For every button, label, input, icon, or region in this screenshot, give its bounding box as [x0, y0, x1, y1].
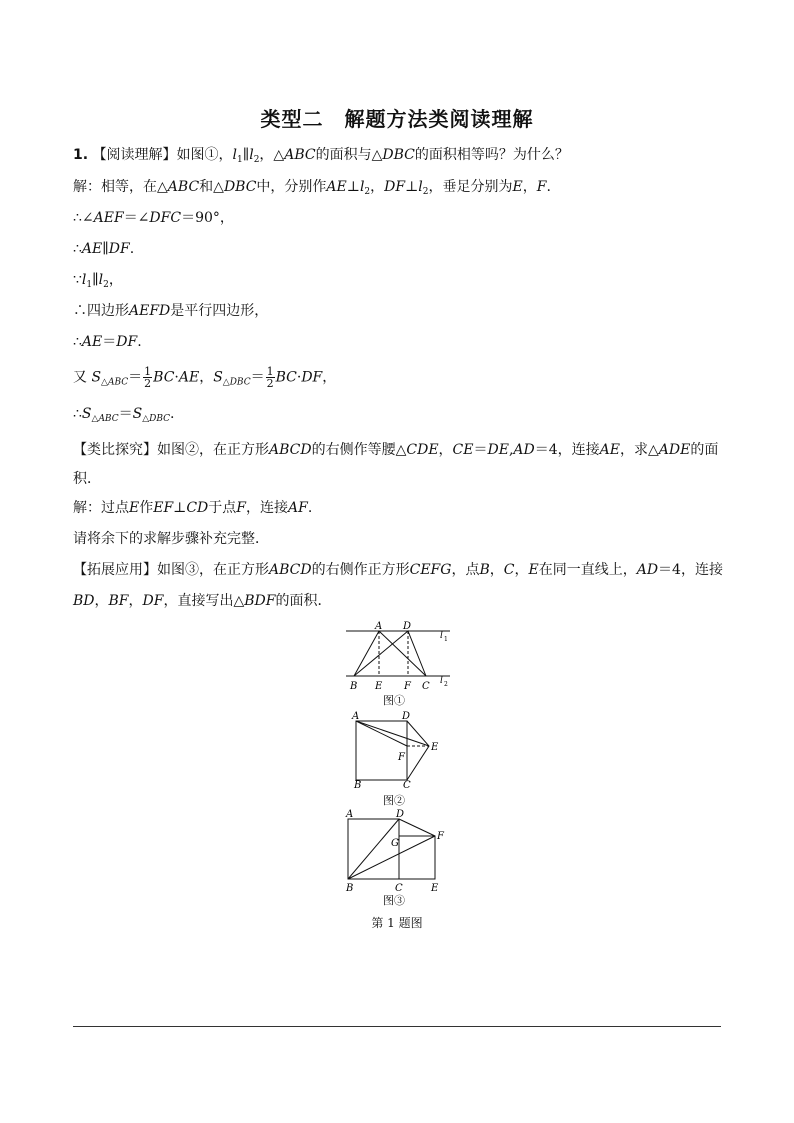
figure-1 — [340, 618, 460, 710]
figure-3 — [340, 806, 450, 906]
fig1-label-F: F — [404, 681, 411, 692]
part3-statement-line2: BD，BF，DF，直接写出△BDF的面积． — [73, 593, 332, 609]
svg-text:2: 2 — [444, 681, 448, 688]
fig3-caption: 图③ — [383, 894, 405, 906]
solution-line-1: 解：相等，在△ABC和△DBC中，分别作$AE\perp l_2$，$DF\perp l_2$，垂足分别为E，F. — [73, 179, 551, 197]
problem-number: 1. — [73, 147, 89, 163]
part2-solution-2: 请将余下的求解步骤补充完整． — [73, 531, 269, 547]
svg-text:l: l — [440, 631, 443, 641]
fig2-label-A: A — [352, 711, 360, 722]
problem-statement: 1. 【阅读理解】如图①，$l_1\parallel l_2$，△ABC的面积与△DBC的面积相等吗？为什么？ — [73, 147, 569, 165]
part2-solution-1: 解：过点E作EF⊥CD于点F，连接AF. — [73, 500, 313, 516]
fig3-label-F: F — [437, 831, 444, 842]
part3-tag: 【拓展应用】 — [73, 562, 157, 578]
part1-tag: 【阅读理解】 — [92, 147, 177, 163]
part2-statement: 【类比探究】如图②，在正方形ABCD的右侧作等腰△CDE，CE＝DE,AD＝4，连接AE，求△ADE的面积． — [73, 442, 719, 487]
fig2-caption: 图② — [383, 794, 405, 806]
figure-overall-caption: 第 1 题图 — [371, 916, 423, 930]
fig3-label-B: B — [346, 883, 354, 894]
fig1-label-D: D — [403, 621, 412, 632]
solution-line-5: ∴四边形AEFD是平行四边形， — [73, 303, 269, 319]
fig1-caption: 图① — [383, 694, 405, 707]
solution-line-4: $\because l_1\parallel l_2$， — [73, 272, 123, 290]
fig2-label-B: B — [354, 780, 362, 791]
fig3-label-A: A — [346, 809, 354, 820]
fig1-label-A: A — [375, 621, 383, 632]
figure-2 — [345, 708, 445, 806]
svg-text:1: 1 — [444, 636, 448, 643]
footer-rule — [73, 1026, 721, 1027]
fig1-label-C: C — [422, 681, 430, 692]
solution-line-6: ∴AE＝DF. — [73, 334, 142, 350]
fig2-label-D: D — [402, 711, 411, 722]
solution-line-8: $\therefore S_{\triangle ABC}=S_{\triangle DBC}$. — [73, 406, 175, 424]
fig2-label-F: F — [398, 752, 405, 763]
solution-line-3: ∴AE∥DF. — [73, 241, 135, 257]
fig1-label-B: B — [350, 681, 358, 692]
svg-text:l: l — [440, 676, 443, 686]
part2-tag: 【类比探究】 — [73, 442, 157, 458]
fig2-label-E: E — [431, 742, 439, 753]
page-title: 类型二 解题方法类阅读理解 — [260, 107, 534, 131]
fig3-label-E: E — [431, 883, 439, 894]
fig3-label-C: C — [395, 883, 403, 894]
part3-statement: 【拓展应用】如图③，在正方形ABCD的右侧作正方形CEFG，点B，C，E在同一直线上，AD＝4，连接 — [73, 562, 723, 578]
fig2-label-C: C — [403, 780, 411, 791]
solution-line-7: 又 $S_{\triangle ABC}=$ $\frac{1}{2}$ BC·AE，$S_{\triangle DBC}=$ $\frac{1}{2}$ BC·DF， — [73, 365, 337, 390]
fig1-label-E: E — [375, 681, 383, 692]
fraction-half: $\frac{1}{2}$ — [144, 365, 152, 390]
fig3-label-D: D — [396, 809, 405, 820]
fraction-half: $\frac{1}{2}$ — [266, 365, 274, 390]
fig3-label-G: G — [391, 838, 399, 849]
solution-line-2: ∴∠AEF＝∠DFC＝90°， — [73, 210, 234, 226]
